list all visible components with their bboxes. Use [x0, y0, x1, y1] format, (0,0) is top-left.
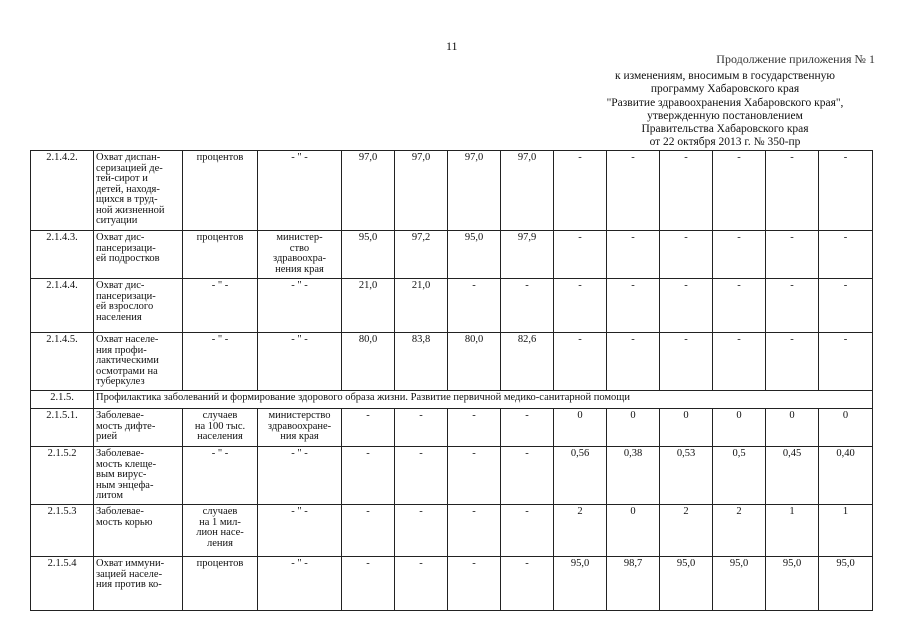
- value-cell: -: [819, 151, 873, 231]
- indicator-name-cell: Заболевае- мость клеще- вым вирус- ным энцефа- литом: [94, 447, 183, 505]
- value-cell: -: [713, 279, 766, 333]
- value-cell: 0,38: [607, 447, 660, 505]
- value-cell: -: [660, 333, 713, 391]
- indicator-name-cell: Охват населе- ния профи- лактическими осмотрами на туберкулез: [94, 333, 183, 391]
- value-cell: -: [660, 151, 713, 231]
- table-row: [31, 557, 873, 611]
- value-cell: -: [501, 557, 554, 611]
- responsible-cell: министерство здравоохране- ния края: [258, 409, 342, 447]
- value-cell: -: [501, 409, 554, 447]
- value-cell: -: [395, 409, 448, 447]
- table-row: [31, 279, 873, 333]
- value-cell: 0: [607, 409, 660, 447]
- value-cell: -: [395, 557, 448, 611]
- value-cell: 21,0: [342, 279, 395, 333]
- value-cell: -: [766, 231, 819, 279]
- unit-cell: - " -: [183, 447, 258, 505]
- indicator-code-cell: 2.1.5.1.: [31, 409, 94, 447]
- indicator-code-cell: 2.1.5.3: [31, 505, 94, 557]
- indicator-code-cell: 2.1.5.4: [31, 557, 94, 611]
- value-cell: -: [766, 151, 819, 231]
- value-cell: -: [395, 447, 448, 505]
- indicator-name-cell: Заболевае- мость дифте- рией: [94, 409, 183, 447]
- indicator-code-cell: 2.1.4.2.: [31, 151, 94, 231]
- value-cell: -: [607, 279, 660, 333]
- indicator-code-cell: 2.1.5.2: [31, 447, 94, 505]
- page-number: 11: [446, 39, 458, 53]
- value-cell: -: [501, 447, 554, 505]
- unit-cell: процентов: [183, 151, 258, 231]
- value-cell: -: [554, 151, 607, 231]
- value-cell: 98,7: [607, 557, 660, 611]
- value-cell: -: [819, 279, 873, 333]
- value-cell: 95,0: [554, 557, 607, 611]
- value-cell: 80,0: [342, 333, 395, 391]
- value-cell: -: [448, 279, 501, 333]
- value-cell: 1: [766, 505, 819, 557]
- value-cell: -: [660, 231, 713, 279]
- value-cell: -: [713, 231, 766, 279]
- table-row: [31, 333, 873, 391]
- value-cell: -: [819, 231, 873, 279]
- indicator-code-cell: 2.1.4.3.: [31, 231, 94, 279]
- indicators-table: [30, 150, 873, 611]
- value-cell: 95,0: [713, 557, 766, 611]
- value-cell: -: [607, 333, 660, 391]
- value-cell: 80,0: [448, 333, 501, 391]
- value-cell: 97,0: [448, 151, 501, 231]
- value-cell: 97,0: [342, 151, 395, 231]
- value-cell: 95,0: [766, 557, 819, 611]
- value-cell: 1: [819, 505, 873, 557]
- table-row: [31, 231, 873, 279]
- value-cell: 97,0: [395, 151, 448, 231]
- value-cell: 0: [554, 409, 607, 447]
- header-line: "Развитие здравоохранения Хабаровского края",: [606, 96, 844, 109]
- value-cell: -: [501, 279, 554, 333]
- unit-cell: процентов: [183, 231, 258, 279]
- value-cell: -: [448, 409, 501, 447]
- value-cell: 97,0: [501, 151, 554, 231]
- table-row: [31, 447, 873, 505]
- indicator-code-cell: 2.1.5.: [31, 391, 94, 409]
- indicator-name-cell: Охват диспан- серизацией де- тей-сирот и детей, находя- щихся в труд- ной жизненной ситуации: [94, 151, 183, 231]
- value-cell: 0: [660, 409, 713, 447]
- value-cell: 2: [660, 505, 713, 557]
- value-cell: -: [554, 231, 607, 279]
- appendix-continuation-label: Продолжение приложения № 1: [716, 52, 875, 66]
- responsible-cell: - " -: [258, 447, 342, 505]
- responsible-cell: - " -: [258, 279, 342, 333]
- value-cell: 0: [607, 505, 660, 557]
- value-cell: -: [554, 333, 607, 391]
- indicator-code-cell: 2.1.4.4.: [31, 279, 94, 333]
- value-cell: 0,40: [819, 447, 873, 505]
- value-cell: 97,2: [395, 231, 448, 279]
- responsible-cell: - " -: [258, 151, 342, 231]
- value-cell: -: [342, 409, 395, 447]
- value-cell: -: [766, 279, 819, 333]
- section-title-cell: Профилактика заболеваний и формирование здорового образа жизни. Развитие первичной медико-санитарной помощи: [94, 391, 873, 409]
- value-cell: -: [766, 333, 819, 391]
- unit-cell: - " -: [183, 279, 258, 333]
- value-cell: -: [448, 557, 501, 611]
- responsible-cell: - " -: [258, 505, 342, 557]
- value-cell: 2: [554, 505, 607, 557]
- value-cell: -: [395, 505, 448, 557]
- header-line: программу Хабаровского края: [650, 83, 800, 96]
- header-line: к изменениям, вносимым в государственную: [615, 70, 835, 82]
- value-cell: 0,53: [660, 447, 713, 505]
- indicator-name-cell: Заболевае- мость корью: [94, 505, 183, 557]
- value-cell: 0: [766, 409, 819, 447]
- value-cell: -: [607, 231, 660, 279]
- responsible-cell: министер- ство здравоохра- нения края: [258, 231, 342, 279]
- value-cell: -: [448, 447, 501, 505]
- value-cell: -: [448, 505, 501, 557]
- unit-cell: - " -: [183, 333, 258, 391]
- value-cell: 95,0: [660, 557, 713, 611]
- responsible-cell: - " -: [258, 557, 342, 611]
- indicator-code-cell: 2.1.4.5.: [31, 333, 94, 391]
- table-row: [31, 409, 873, 447]
- value-cell: -: [342, 505, 395, 557]
- value-cell: -: [342, 557, 395, 611]
- section-row: [31, 391, 873, 409]
- value-cell: -: [713, 333, 766, 391]
- responsible-cell: - " -: [258, 333, 342, 391]
- unit-cell: случаев на 1 мил- лион насе- ления: [183, 505, 258, 557]
- value-cell: -: [713, 151, 766, 231]
- value-cell: 2: [713, 505, 766, 557]
- value-cell: -: [554, 279, 607, 333]
- value-cell: -: [660, 279, 713, 333]
- header-line: утвержденную постановлением: [647, 109, 803, 122]
- indicator-name-cell: Охват дис- пансеризаци- ей взрослого населения: [94, 279, 183, 333]
- value-cell: 0,5: [713, 447, 766, 505]
- header-line: Правительства Хабаровского края: [641, 123, 809, 136]
- appendix-header-block: [560, 70, 890, 150]
- value-cell: 0,45: [766, 447, 819, 505]
- value-cell: 83,8: [395, 333, 448, 391]
- value-cell: 95,0: [819, 557, 873, 611]
- value-cell: 21,0: [395, 279, 448, 333]
- value-cell: -: [607, 151, 660, 231]
- unit-cell: процентов: [183, 557, 258, 611]
- value-cell: 97,9: [501, 231, 554, 279]
- unit-cell: случаев на 100 тыс. населения: [183, 409, 258, 447]
- value-cell: -: [819, 333, 873, 391]
- indicator-name-cell: Охват дис- пансеризаци- ей подростков: [94, 231, 183, 279]
- value-cell: 95,0: [342, 231, 395, 279]
- value-cell: 82,6: [501, 333, 554, 391]
- value-cell: 0: [819, 409, 873, 447]
- table-row: [31, 151, 873, 231]
- table-row: [31, 505, 873, 557]
- value-cell: 0: [713, 409, 766, 447]
- value-cell: -: [501, 505, 554, 557]
- value-cell: 0,56: [554, 447, 607, 505]
- indicator-name-cell: Охват иммуни- зацией населе- ния против ко-: [94, 557, 183, 611]
- header-line: от 22 октября 2013 г. № 350-пр: [649, 136, 801, 149]
- value-cell: -: [342, 447, 395, 505]
- value-cell: 95,0: [448, 231, 501, 279]
